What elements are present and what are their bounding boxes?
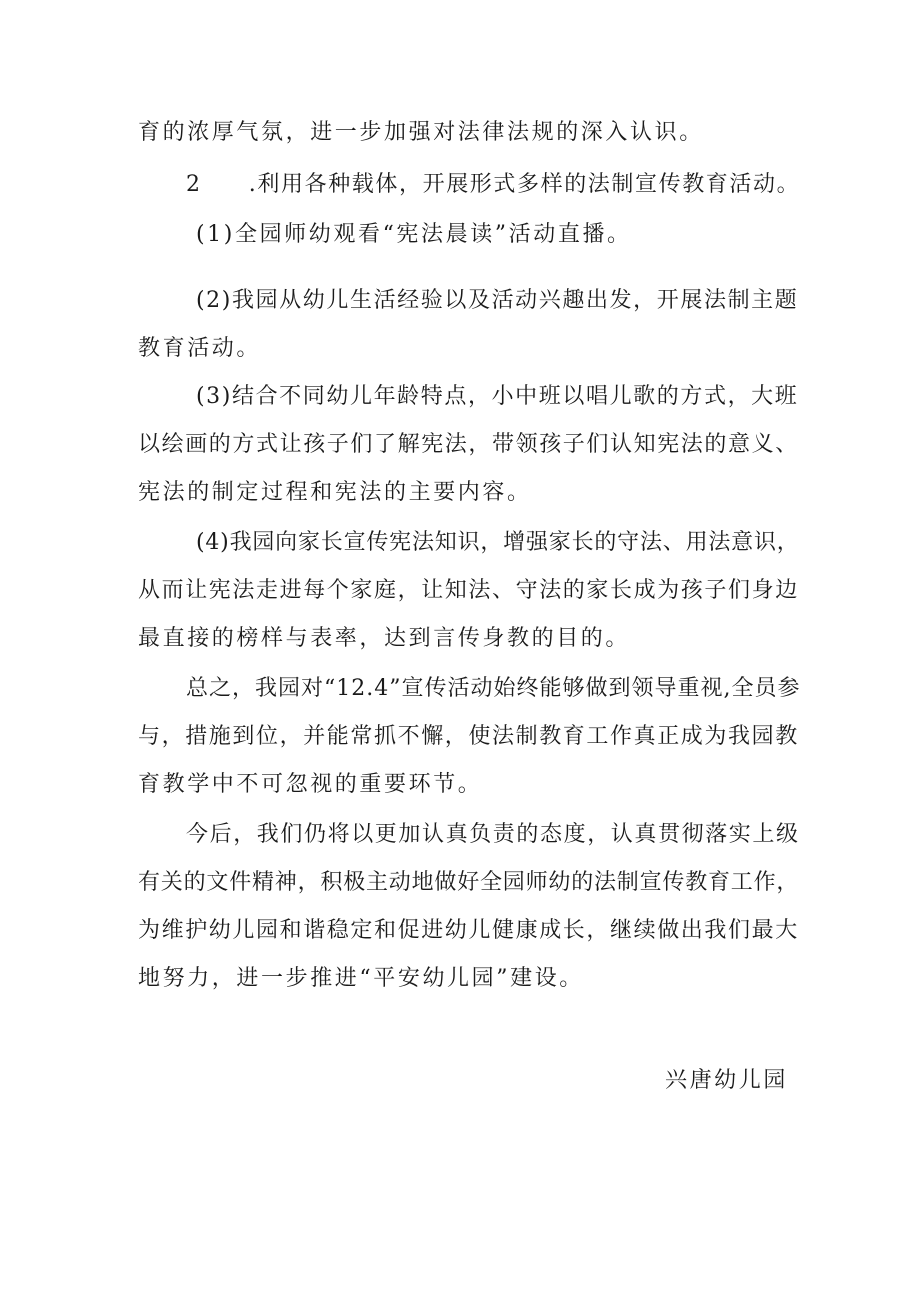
text-line: 有关的文件精神，积极主动地做好全园师幼的法制宣传教育工作， <box>138 870 800 895</box>
text-line: 以绘画的方式让孩子们了解宪法，带领孩子们认知宪法的意义、 <box>138 432 799 457</box>
text-line: 育的浓厚气氛，进一步加强对法律法规的深入认识。 <box>138 120 704 145</box>
list-item: (4)我园向家长宣传宪法知识，增强家长的守法、用法意识， <box>196 530 800 555</box>
text-line: 教育活动。 <box>138 336 262 361</box>
list-item: (3)结合不同幼儿年龄特点，小中班以唱儿歌的方式，大班 <box>196 384 799 409</box>
text-line: 为维护幼儿园和谐稳定和促进幼儿健康成长，继续做出我们最大 <box>138 918 799 943</box>
list-item: (1)全园师幼观看“宪法晨读”活动直播。 <box>196 222 632 247</box>
signature: 兴唐幼儿园 <box>664 1068 788 1093</box>
paragraph-start: 今后，我们仍将以更加认真负责的态度，认真贯彻落实上级 <box>186 822 800 847</box>
list-item: (2)我园从幼儿生活经验以及活动兴趣出发，开展法制主题 <box>196 288 799 313</box>
text-line: 与，措施到位，并能常抓不懈，使法制教育工作真正成为我园教 <box>138 724 799 749</box>
text-line: 从而让宪法走进每个家庭，让知法、守法的家长成为孩子们身边 <box>138 578 799 603</box>
text-line: 最直接的榜样与表率，达到言传身教的目的。 <box>138 626 631 651</box>
section-heading: 2 .利用各种载体，开展形式多样的法制宣传教育活动。 <box>186 172 801 197</box>
text-line: 宪法的制定过程和宪法的主要内容。 <box>138 480 532 505</box>
paragraph-start: 总之，我园对“12.4”宣传活动始终能够做到领导重视,全员参 <box>186 676 801 701</box>
text-line: 地努力，进一步推进“平安幼儿园”建设。 <box>138 966 584 991</box>
text-line: 育教学中不可忽视的重要环节。 <box>138 772 483 797</box>
